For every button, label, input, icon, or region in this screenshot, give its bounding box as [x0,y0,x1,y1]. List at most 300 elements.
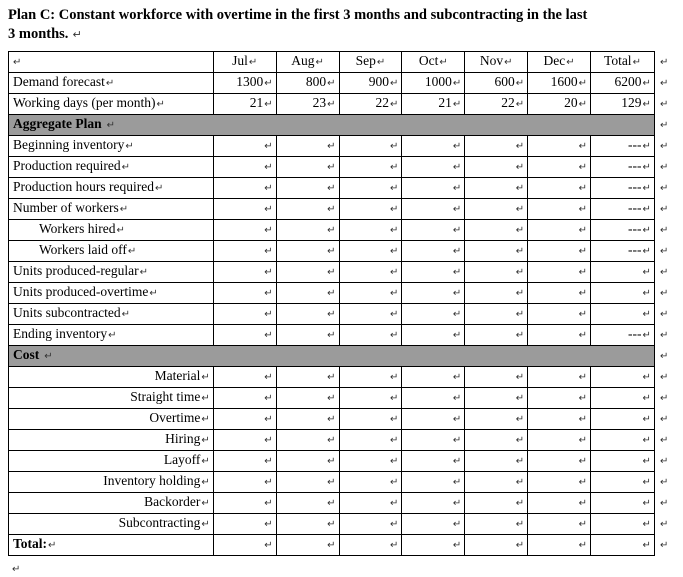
month-value-cell[interactable] [465,73,528,94]
month-value-cell[interactable] [402,241,465,262]
month-value-cell[interactable] [465,262,528,283]
month-value-cell[interactable] [276,304,339,325]
paragraph-mark: ↵ [327,540,336,552]
month-value-cell[interactable] [339,304,402,325]
month-value-cell[interactable] [528,199,591,220]
paragraph-mark: ↵ [452,414,462,426]
row-label: Demand forecast [13,74,105,90]
row-end-marker-cell [654,199,676,220]
header-total[interactable] [591,52,655,73]
total-value-cell[interactable] [591,430,655,451]
month-value-cell[interactable] [528,493,591,514]
month-value-cell[interactable] [465,493,528,514]
row-end-marker-cell [654,325,676,346]
paragraph-mark: ↵ [578,330,588,342]
paragraph-mark: ↵ [515,393,525,405]
paragraph-mark: ↵ [578,540,588,552]
month-value-cell[interactable] [528,73,591,94]
month-value-cell[interactable] [213,472,276,493]
month-value-cell[interactable] [402,199,465,220]
row-label-cell[interactable] [9,199,214,220]
paragraph-mark: ↵ [642,246,651,258]
month-value-cell[interactable] [213,451,276,472]
month-value-cell[interactable] [528,94,591,115]
paragraph-mark: ↵ [327,267,336,279]
paragraph-mark: ↵ [452,498,462,510]
cell-value: 6200 [614,74,642,90]
month-value-cell[interactable] [465,388,528,409]
month-value-cell[interactable] [339,283,402,304]
month-value-cell[interactable] [213,94,276,115]
month-value-cell[interactable] [465,430,528,451]
total-value-cell[interactable] [591,262,655,283]
month-value-cell[interactable] [528,514,591,535]
row-label-cell[interactable] [9,367,214,388]
paragraph-mark: ↵ [48,540,57,552]
month-value-cell[interactable] [213,304,276,325]
month-value-cell[interactable] [339,199,402,220]
paragraph-mark: ↵ [452,78,462,90]
paragraph-mark: ↵ [108,330,117,342]
month-value-cell[interactable] [339,409,402,430]
month-value-cell[interactable] [213,178,276,199]
table-row [9,220,677,241]
paragraph-mark: ↵ [515,372,525,384]
month-value-cell[interactable] [528,157,591,178]
paragraph-mark: ↵ [452,393,462,405]
paragraph-mark: ↵ [659,435,669,447]
month-value-cell[interactable] [465,325,528,346]
total-value-cell[interactable] [591,493,655,514]
cell-value: 21 [438,95,452,111]
month-value-cell[interactable] [339,73,402,94]
total-value-cell[interactable] [591,241,655,262]
row-end-marker-cell [654,493,676,514]
month-value-cell[interactable] [276,493,339,514]
total-value-cell[interactable] [591,388,655,409]
month-value-cell[interactable] [402,472,465,493]
paragraph-mark: ↵ [264,246,273,258]
paragraph-mark: ↵ [390,414,399,426]
row-end-marker-cell [654,73,676,94]
month-value-cell[interactable] [213,325,276,346]
month-value-cell[interactable] [465,283,528,304]
month-value-cell[interactable] [276,220,339,241]
paragraph-mark: ↵ [659,351,669,363]
paragraph-mark: ↵ [515,246,525,258]
month-value-cell[interactable] [339,451,402,472]
month-value-cell[interactable] [402,451,465,472]
month-value-cell[interactable] [276,472,339,493]
paragraph-mark: ↵ [578,288,588,300]
month-value-cell[interactable] [402,535,465,556]
month-value-cell[interactable] [339,220,402,241]
row-label-cell[interactable] [9,451,214,472]
month-value-cell[interactable] [402,94,465,115]
paragraph-mark: ↵ [642,330,651,342]
section-header-cell[interactable] [9,115,655,136]
row-label-cell[interactable] [9,493,214,514]
month-value-cell[interactable] [528,409,591,430]
total-value-cell[interactable] [591,157,655,178]
total-value-cell[interactable] [591,178,655,199]
row-label-cell[interactable] [9,262,214,283]
paragraph-mark: ↵ [264,540,273,552]
row-label: Subcontracting [118,515,201,531]
total-value-cell[interactable] [591,220,655,241]
month-value-cell[interactable] [528,388,591,409]
month-value-cell[interactable] [465,157,528,178]
month-value-cell[interactable] [339,94,402,115]
month-value-cell[interactable] [276,157,339,178]
month-value-cell[interactable] [465,241,528,262]
month-value-cell[interactable] [465,367,528,388]
total-value-cell[interactable] [591,535,655,556]
paragraph-mark: ↵ [327,246,336,258]
paragraph-mark: ↵ [452,288,462,300]
paragraph-mark: ↵ [390,519,399,531]
paragraph-mark: ↵ [642,435,651,447]
paragraph-mark: ↵ [327,309,336,321]
month-value-cell[interactable] [528,367,591,388]
month-value-cell[interactable] [276,241,339,262]
month-value-cell[interactable] [402,430,465,451]
table-row [9,262,677,283]
table-row [9,325,677,346]
row-end-marker-cell [654,430,676,451]
table-row [9,199,677,220]
paragraph-mark: ↵ [201,435,210,447]
month-value-cell[interactable] [276,178,339,199]
month-label: Sep [355,53,376,69]
month-value-cell[interactable] [402,367,465,388]
table-row [9,157,677,178]
month-value-cell[interactable] [276,388,339,409]
month-value-cell[interactable] [213,262,276,283]
month-value-cell[interactable] [276,409,339,430]
month-value-cell[interactable] [339,178,402,199]
month-value-cell[interactable] [276,136,339,157]
paragraph-mark: ↵ [515,435,525,447]
row-label: Production required [13,158,121,174]
month-value-cell[interactable] [213,388,276,409]
paragraph-mark: ↵ [201,393,210,405]
month-value-cell[interactable] [213,367,276,388]
row-label-cell[interactable] [9,73,214,94]
paragraph-mark: ↵ [264,435,273,447]
total-value-cell[interactable] [591,472,655,493]
month-value-cell[interactable] [465,199,528,220]
header-month-dec[interactable] [528,52,591,73]
paragraph-mark: ↵ [515,330,525,342]
month-value-cell[interactable] [465,409,528,430]
paragraph-mark: ↵ [515,204,525,216]
month-label: Nov [479,53,504,69]
paragraph-mark: ↵ [452,435,462,447]
paragraph-mark: ↵ [44,351,53,363]
month-value-cell[interactable] [465,220,528,241]
month-value-cell[interactable] [528,535,591,556]
row-label: Ending inventory [13,326,108,342]
paragraph-mark: ↵ [327,288,336,300]
month-value-cell[interactable] [465,304,528,325]
total-value-cell[interactable] [591,409,655,430]
month-value-cell[interactable] [213,409,276,430]
month-value-cell[interactable] [528,430,591,451]
total-value-cell[interactable] [591,283,655,304]
month-value-cell[interactable] [528,241,591,262]
row-label: Straight time [130,389,201,405]
row-label-cell[interactable] [9,430,214,451]
month-value-cell[interactable] [276,94,339,115]
cell-value: --- [628,200,642,216]
paragraph-mark: ↵ [659,267,669,279]
row-label-cell[interactable] [9,241,214,262]
month-value-cell[interactable] [528,283,591,304]
row-label-cell[interactable] [9,388,214,409]
month-value-cell[interactable] [465,178,528,199]
month-value-cell[interactable] [339,325,402,346]
row-label-cell[interactable] [9,409,214,430]
month-value-cell[interactable] [465,136,528,157]
row-end-marker-cell [654,283,676,304]
month-value-cell[interactable] [402,409,465,430]
month-value-cell[interactable] [528,220,591,241]
cell-value: 22 [501,95,515,111]
total-value-cell[interactable] [591,73,655,94]
row-label-cell[interactable] [9,178,214,199]
row-label: Production hours required [13,179,154,195]
paragraph-mark: ↵ [452,162,462,174]
row-label: Working days (per month) [13,95,156,111]
paragraph-mark: ↵ [119,204,129,216]
month-value-cell[interactable] [402,262,465,283]
paragraph-mark: ↵ [578,309,588,321]
row-label-cell[interactable] [9,304,214,325]
month-value-cell[interactable] [276,73,339,94]
row-label: Number of workers [13,200,119,216]
month-value-cell[interactable] [276,262,339,283]
paragraph-mark: ↵ [642,393,651,405]
month-value-cell[interactable] [213,220,276,241]
total-value-cell[interactable] [591,304,655,325]
month-value-cell[interactable] [528,472,591,493]
month-value-cell[interactable] [339,136,402,157]
row-end-marker-cell [654,388,676,409]
paragraph-mark: ↵ [264,372,273,384]
month-value-cell[interactable] [213,493,276,514]
row-label: Inventory holding [103,473,201,489]
paragraph-mark: ↵ [642,267,651,279]
month-value-cell[interactable] [213,199,276,220]
month-value-cell[interactable] [402,514,465,535]
month-value-cell[interactable] [276,430,339,451]
row-label-cell[interactable] [9,325,214,346]
month-value-cell[interactable] [213,157,276,178]
plan-table-body [9,73,677,556]
total-value-cell[interactable] [591,136,655,157]
paragraph-mark: ↵ [264,183,273,195]
month-value-cell[interactable] [402,325,465,346]
month-value-cell[interactable] [339,388,402,409]
month-value-cell[interactable] [402,493,465,514]
table-row [9,430,677,451]
row-label-cell[interactable] [9,94,214,115]
total-value-cell[interactable] [591,451,655,472]
row-label-cell[interactable] [9,157,214,178]
paragraph-mark: ↵ [327,519,336,531]
paragraph-mark: ↵ [452,372,462,384]
paragraph-mark: ↵ [264,99,273,111]
paragraph-mark: ↵ [452,477,462,489]
header-empty-cell[interactable] [9,52,214,73]
paragraph-mark: ↵ [642,204,651,216]
total-value-cell[interactable] [591,325,655,346]
month-label: Dec [543,53,566,69]
month-value-cell[interactable] [465,451,528,472]
paragraph-mark: ↵ [264,225,273,237]
month-value-cell[interactable] [276,451,339,472]
paragraph-mark: ↵ [264,414,273,426]
row-label-cell[interactable] [9,514,214,535]
paragraph-mark: ↵ [327,372,336,384]
month-value-cell[interactable] [528,178,591,199]
paragraph-mark: ↵ [642,540,651,552]
month-value-cell[interactable] [339,493,402,514]
paragraph-mark: ↵ [578,372,588,384]
paragraph-mark: ↵ [201,498,210,510]
paragraph-mark: ↵ [390,267,399,279]
month-value-cell[interactable] [465,514,528,535]
month-value-cell[interactable] [339,514,402,535]
paragraph-mark: ↵ [452,183,462,195]
header-month-nov[interactable] [465,52,528,73]
section-header-cell[interactable] [9,346,655,367]
paragraph-mark: ↵ [578,435,588,447]
paragraph-mark: ↵ [390,225,399,237]
paragraph-mark: ↵ [452,456,462,468]
month-value-cell[interactable] [402,73,465,94]
paragraph-mark: ↵ [452,225,462,237]
month-value-cell[interactable] [528,451,591,472]
month-value-cell[interactable] [276,367,339,388]
month-value-cell[interactable] [339,535,402,556]
paragraph-mark: ↵ [327,204,336,216]
month-value-cell[interactable] [213,283,276,304]
cell-end-mark: ↵ [439,57,448,69]
month-value-cell[interactable] [276,199,339,220]
month-value-cell[interactable] [339,430,402,451]
month-value-cell[interactable] [276,535,339,556]
month-value-cell[interactable] [213,136,276,157]
month-value-cell[interactable] [402,157,465,178]
paragraph-mark: ↵ [452,204,462,216]
cell-value: 800 [305,74,327,90]
month-value-cell[interactable] [339,241,402,262]
header-month-oct[interactable] [402,52,465,73]
month-value-cell[interactable] [528,325,591,346]
row-label-cell[interactable] [9,220,214,241]
month-value-cell[interactable] [276,283,339,304]
row-label-cell[interactable] [9,472,214,493]
cell-value: 1600 [550,74,578,90]
paragraph-mark: ↵ [659,141,669,153]
total-value-cell[interactable] [591,367,655,388]
row-end-marker-cell [654,451,676,472]
paragraph-mark: ↵ [659,414,669,426]
month-value-cell[interactable] [339,262,402,283]
month-value-cell[interactable] [402,388,465,409]
row-end-marker-cell [654,94,676,115]
total-value-cell[interactable] [591,514,655,535]
cell-value: 900 [368,74,389,90]
paragraph-mark: ↵ [659,162,669,174]
paragraph-mark: ↵ [390,477,399,489]
table-row [9,304,677,325]
month-value-cell[interactable] [213,535,276,556]
paragraph-mark: ↵ [264,78,273,90]
month-value-cell[interactable] [213,430,276,451]
row-label-cell[interactable] [9,136,214,157]
month-value-cell[interactable] [465,535,528,556]
paragraph-mark: ↵ [578,267,588,279]
month-value-cell[interactable] [402,136,465,157]
month-value-cell[interactable] [339,367,402,388]
total-value-cell[interactable] [591,199,655,220]
month-value-cell[interactable] [339,472,402,493]
month-value-cell[interactable] [465,472,528,493]
paragraph-mark: ↵ [201,477,210,489]
month-value-cell[interactable] [402,178,465,199]
header-month-sep[interactable] [339,52,402,73]
paragraph-mark: ↵ [264,204,273,216]
month-value-cell[interactable] [402,220,465,241]
total-value-cell[interactable] [591,94,655,115]
cell-end-mark: ↵ [248,57,258,69]
header-month-aug[interactable] [276,52,339,73]
paragraph-mark: ↵ [515,183,525,195]
row-end-marker-cell [654,52,676,73]
paragraph-mark: ↵ [390,246,399,258]
month-value-cell[interactable] [276,325,339,346]
month-value-cell[interactable] [465,94,528,115]
cell-value: 1300 [236,74,264,90]
paragraph-mark: ↵ [659,330,669,342]
month-value-cell[interactable] [339,157,402,178]
month-value-cell[interactable] [213,73,276,94]
paragraph-mark: ↵ [452,330,462,342]
row-label: Material [154,368,201,384]
paragraph-mark: ↵ [156,99,165,111]
month-value-cell[interactable] [402,283,465,304]
total-label: Total [604,53,632,69]
header-month-jul[interactable] [213,52,276,73]
month-value-cell[interactable] [528,262,591,283]
month-value-cell[interactable] [528,136,591,157]
table-row [9,388,677,409]
month-value-cell[interactable] [528,304,591,325]
paragraph-mark: ↵ [390,99,399,111]
paragraph-mark: ↵ [515,540,525,552]
month-value-cell[interactable] [213,241,276,262]
paragraph-mark: ↵ [154,183,164,195]
row-label-cell[interactable] [9,535,214,556]
row-label-cell[interactable] [9,283,214,304]
month-value-cell[interactable] [276,514,339,535]
paragraph-mark: ↵ [642,498,651,510]
month-value-cell[interactable] [213,514,276,535]
month-value-cell[interactable] [402,304,465,325]
